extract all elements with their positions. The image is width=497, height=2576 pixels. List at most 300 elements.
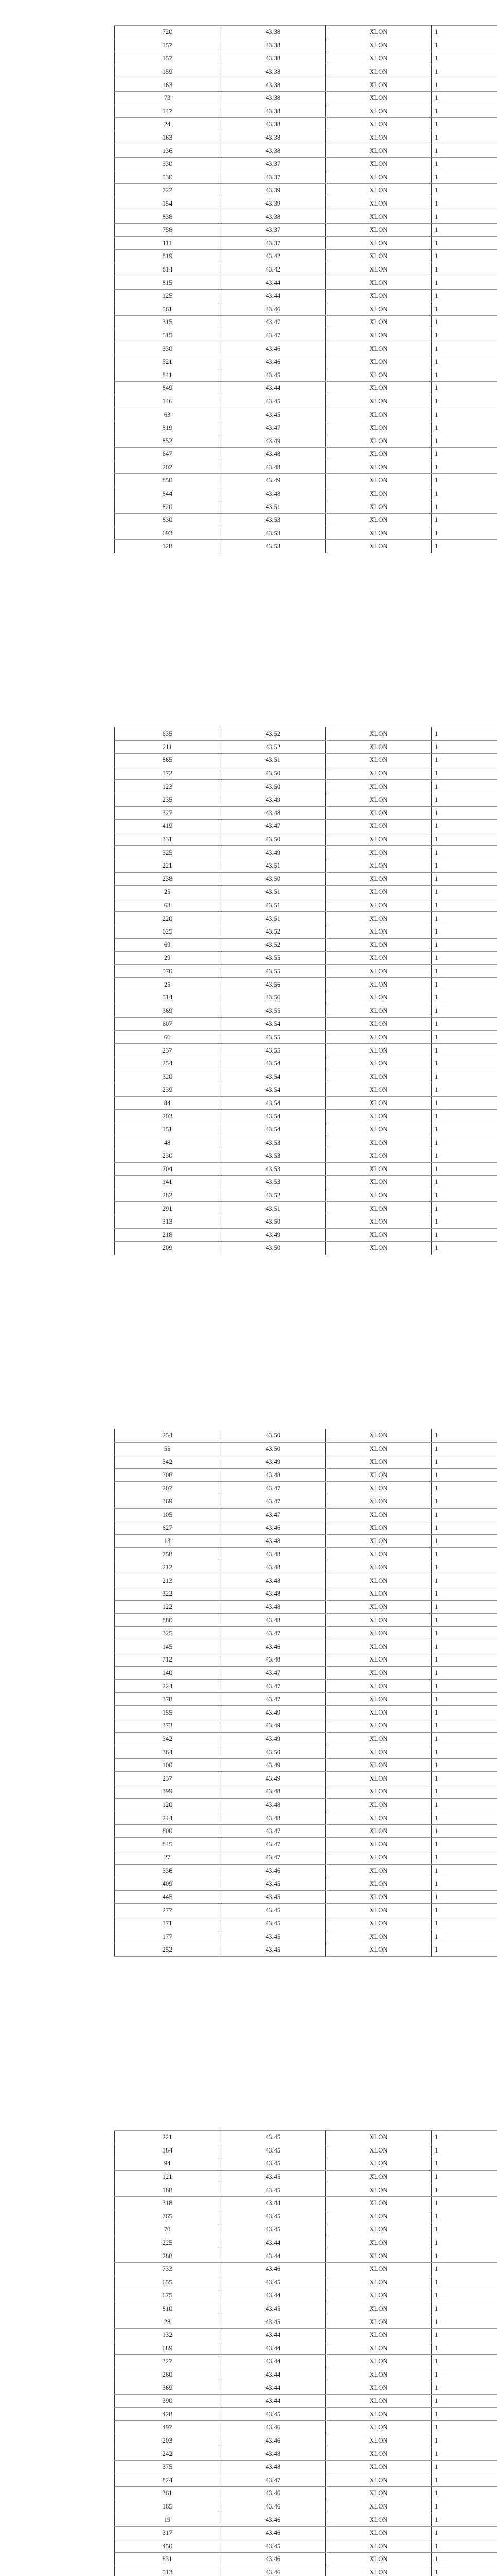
- venue-cell: XLON: [326, 767, 432, 780]
- price-cell: 43.45: [220, 1877, 326, 1891]
- volume-cell: 765: [115, 2210, 220, 2223]
- price-cell: 43.37: [220, 157, 326, 171]
- venue-cell: XLON: [326, 210, 432, 224]
- price-cell: 43.48: [220, 1798, 326, 1811]
- time-cell: 1: [432, 540, 497, 553]
- price-cell: 43.38: [220, 26, 326, 39]
- volume-cell: 320: [115, 1070, 220, 1083]
- time-cell: 1: [432, 1851, 497, 1865]
- volume-cell: 635: [115, 727, 220, 741]
- price-cell: 43.50: [220, 1215, 326, 1228]
- price-cell: 43.48: [220, 487, 326, 500]
- venue-cell: XLON: [326, 820, 432, 833]
- price-cell: 43.48: [220, 1811, 326, 1825]
- table-row: [115, 52, 497, 65]
- time-cell: 1: [432, 1228, 497, 1242]
- venue-cell: XLON: [326, 421, 432, 434]
- price-cell: 43.50: [220, 1242, 326, 1255]
- table-row: [115, 767, 497, 780]
- venue-cell: XLON: [326, 1719, 432, 1733]
- price-cell: 43.55: [220, 952, 326, 965]
- price-cell: 43.49: [220, 846, 326, 859]
- venue-cell: XLON: [326, 1798, 432, 1811]
- table-row: [115, 527, 497, 540]
- time-cell: 1: [432, 1215, 497, 1228]
- venue-cell: XLON: [326, 2342, 432, 2355]
- table-row: [115, 2487, 497, 2500]
- venue-cell: XLON: [326, 2236, 432, 2249]
- time-cell: 1: [432, 1666, 497, 1680]
- price-cell: 43.47: [220, 1851, 326, 1865]
- venue-cell: XLON: [326, 2131, 432, 2144]
- volume-cell: 111: [115, 236, 220, 250]
- table-row: [115, 1228, 497, 1242]
- time-cell: 1: [432, 1838, 497, 1851]
- table-row: [115, 740, 497, 754]
- time-cell: 1: [432, 1123, 497, 1136]
- venue-cell: XLON: [326, 302, 432, 316]
- time-cell: 1: [432, 859, 497, 872]
- time-cell: 1: [432, 740, 497, 754]
- time-cell: 1: [432, 1758, 497, 1772]
- table-row: [115, 474, 497, 487]
- volume-cell: 252: [115, 1943, 220, 1957]
- price-cell: 43.49: [220, 1772, 326, 1785]
- venue-cell: XLON: [326, 1495, 432, 1508]
- volume-cell: 720: [115, 26, 220, 39]
- volume-cell: 136: [115, 144, 220, 158]
- time-cell: 1: [432, 1640, 497, 1653]
- table-row: [115, 1083, 497, 1097]
- time-cell: 1: [432, 1442, 497, 1455]
- venue-cell: XLON: [326, 316, 432, 329]
- price-cell: 43.53: [220, 527, 326, 540]
- volume-cell: 445: [115, 1890, 220, 1904]
- time-cell: 1: [432, 1455, 497, 1469]
- venue-cell: XLON: [326, 991, 432, 1004]
- price-cell: 43.50: [220, 1429, 326, 1443]
- time-cell: 1: [432, 872, 497, 886]
- price-cell: 43.54: [220, 1018, 326, 1031]
- price-cell: 43.45: [220, 2131, 326, 2144]
- time-cell: 1: [432, 1706, 497, 1719]
- time-cell: 1: [432, 355, 497, 368]
- volume-cell: 513: [115, 2566, 220, 2576]
- time-cell: 1: [432, 2381, 497, 2395]
- venue-cell: XLON: [326, 1176, 432, 1189]
- venue-cell: XLON: [326, 223, 432, 236]
- time-cell: 1: [432, 727, 497, 741]
- volume-cell: 177: [115, 1930, 220, 1943]
- time-cell: 1: [432, 2170, 497, 2183]
- time-cell: 1: [432, 342, 497, 355]
- price-cell: 43.47: [220, 421, 326, 434]
- price-cell: 43.48: [220, 461, 326, 474]
- time-cell: 1: [432, 2315, 497, 2329]
- table-row: [115, 833, 497, 846]
- table-row: [115, 964, 497, 978]
- time-cell: 1: [432, 434, 497, 448]
- trade-table-4: [114, 2130, 497, 2576]
- table-row: [115, 1495, 497, 1508]
- price-cell: 43.44: [220, 2289, 326, 2302]
- table-row: [115, 302, 497, 316]
- volume-cell: 140: [115, 1666, 220, 1680]
- table-row: [115, 197, 497, 210]
- price-cell: 43.50: [220, 780, 326, 793]
- volume-cell: 369: [115, 2381, 220, 2395]
- time-cell: 1: [432, 2262, 497, 2276]
- price-cell: 43.51: [220, 912, 326, 925]
- table-row: [115, 329, 497, 342]
- time-cell: 1: [432, 767, 497, 780]
- price-cell: 43.38: [220, 52, 326, 65]
- table-row: [115, 1851, 497, 1865]
- venue-cell: XLON: [326, 1548, 432, 1561]
- venue-cell: XLON: [326, 540, 432, 553]
- time-cell: 1: [432, 408, 497, 421]
- price-cell: 43.53: [220, 513, 326, 527]
- table-row: [115, 1096, 497, 1110]
- volume-cell: 880: [115, 1614, 220, 1627]
- time-cell: 1: [432, 1904, 497, 1917]
- volume-cell: 105: [115, 1508, 220, 1521]
- time-cell: 1: [432, 1785, 497, 1799]
- table-row: [115, 513, 497, 527]
- table-row: [115, 26, 497, 39]
- venue-cell: XLON: [326, 118, 432, 131]
- table-row: [115, 1943, 497, 1957]
- volume-cell: 675: [115, 2289, 220, 2302]
- table-row: [115, 2460, 497, 2473]
- venue-cell: XLON: [326, 355, 432, 368]
- volume-cell: 244: [115, 1811, 220, 1825]
- time-cell: 1: [432, 833, 497, 846]
- price-cell: 43.50: [220, 767, 326, 780]
- price-cell: 43.47: [220, 1666, 326, 1680]
- venue-cell: XLON: [326, 2460, 432, 2473]
- volume-cell: 814: [115, 263, 220, 276]
- venue-cell: XLON: [326, 1521, 432, 1535]
- venue-cell: XLON: [326, 793, 432, 806]
- price-cell: 43.49: [220, 1228, 326, 1242]
- price-cell: 43.49: [220, 1732, 326, 1745]
- time-cell: 1: [432, 131, 497, 144]
- trade-table-3: [114, 1429, 497, 1957]
- volume-cell: 218: [115, 1228, 220, 1242]
- table-row: [115, 2131, 497, 2144]
- table-row: [115, 434, 497, 448]
- volume-cell: 157: [115, 39, 220, 52]
- table-row: [115, 2196, 497, 2210]
- venue-cell: XLON: [326, 1030, 432, 1044]
- time-cell: 1: [432, 846, 497, 859]
- table-row: [115, 355, 497, 368]
- time-cell: 1: [432, 1600, 497, 1614]
- table-row: [115, 2473, 497, 2487]
- time-cell: 1: [432, 1004, 497, 1018]
- venue-cell: XLON: [326, 740, 432, 754]
- table-row: [115, 2500, 497, 2513]
- table-row: [115, 2170, 497, 2183]
- venue-cell: XLON: [326, 727, 432, 741]
- volume-cell: 277: [115, 1904, 220, 1917]
- table-row: [115, 727, 497, 741]
- time-cell: 1: [432, 938, 497, 952]
- time-cell: 1: [432, 2566, 497, 2576]
- time-cell: 1: [432, 1189, 497, 1202]
- volume-cell: 221: [115, 859, 220, 872]
- time-cell: 1: [432, 780, 497, 793]
- price-cell: 43.53: [220, 1176, 326, 1189]
- volume-cell: 409: [115, 1877, 220, 1891]
- table-row: [115, 2302, 497, 2315]
- table-row: [115, 2513, 497, 2527]
- table-row: [115, 144, 497, 158]
- trade-table-body: [115, 727, 497, 1255]
- price-cell: 43.47: [220, 329, 326, 342]
- volume-cell: 313: [115, 1215, 220, 1228]
- venue-cell: XLON: [326, 2355, 432, 2368]
- venue-cell: XLON: [326, 1732, 432, 1745]
- price-cell: 43.45: [220, 2315, 326, 2329]
- volume-cell: 758: [115, 223, 220, 236]
- price-cell: 43.48: [220, 1574, 326, 1587]
- time-cell: 1: [432, 1176, 497, 1189]
- time-cell: 1: [432, 1614, 497, 1627]
- time-cell: 1: [432, 1548, 497, 1561]
- time-cell: 1: [432, 1468, 497, 1482]
- table-row: [115, 1429, 497, 1443]
- price-cell: 43.51: [220, 886, 326, 899]
- price-cell: 43.45: [220, 2210, 326, 2223]
- time-cell: 1: [432, 1943, 497, 1957]
- volume-cell: 315: [115, 316, 220, 329]
- volume-cell: 25: [115, 978, 220, 991]
- time-cell: 1: [432, 223, 497, 236]
- price-cell: 43.38: [220, 210, 326, 224]
- price-cell: 43.52: [220, 1189, 326, 1202]
- price-cell: 43.48: [220, 2447, 326, 2461]
- price-cell: 43.46: [220, 2513, 326, 2527]
- venue-cell: XLON: [326, 2513, 432, 2527]
- time-cell: 1: [432, 2421, 497, 2434]
- time-cell: 1: [432, 806, 497, 820]
- volume-cell: 212: [115, 1561, 220, 1574]
- venue-cell: XLON: [326, 1189, 432, 1202]
- venue-cell: XLON: [326, 938, 432, 952]
- price-cell: 43.45: [220, 2302, 326, 2315]
- price-cell: 43.46: [220, 302, 326, 316]
- volume-cell: 260: [115, 2368, 220, 2381]
- table-row: [115, 1482, 497, 1495]
- table-row: [115, 978, 497, 991]
- table-row: [115, 1574, 497, 1587]
- venue-cell: XLON: [326, 1018, 432, 1031]
- time-cell: 1: [432, 1692, 497, 1706]
- table-row: [115, 1455, 497, 1469]
- volume-cell: 202: [115, 461, 220, 474]
- price-cell: 43.48: [220, 1534, 326, 1548]
- price-cell: 43.38: [220, 105, 326, 118]
- price-cell: 43.44: [220, 2342, 326, 2355]
- table-row: [115, 171, 497, 184]
- table-row: [115, 2183, 497, 2197]
- time-cell: 1: [432, 1242, 497, 1255]
- time-cell: 1: [432, 1044, 497, 1057]
- volume-cell: 24: [115, 118, 220, 131]
- time-cell: 1: [432, 991, 497, 1004]
- venue-cell: XLON: [326, 1215, 432, 1228]
- table-row: [115, 368, 497, 382]
- volume-cell: 327: [115, 2355, 220, 2368]
- time-cell: 1: [432, 1890, 497, 1904]
- table-row: [115, 250, 497, 263]
- table-row: [115, 1864, 497, 1877]
- venue-cell: XLON: [326, 448, 432, 461]
- time-cell: 1: [432, 105, 497, 118]
- volume-cell: 188: [115, 2183, 220, 2197]
- venue-cell: XLON: [326, 2487, 432, 2500]
- time-cell: 1: [432, 2223, 497, 2236]
- trade-table-1: [114, 25, 497, 553]
- volume-cell: 325: [115, 846, 220, 859]
- price-cell: 43.45: [220, 1890, 326, 1904]
- price-cell: 43.53: [220, 1136, 326, 1149]
- price-cell: 43.48: [220, 806, 326, 820]
- price-cell: 43.50: [220, 1745, 326, 1759]
- price-cell: 43.50: [220, 872, 326, 886]
- table-row: [115, 1561, 497, 1574]
- volume-cell: 225: [115, 2236, 220, 2249]
- venue-cell: XLON: [326, 2210, 432, 2223]
- venue-cell: XLON: [326, 91, 432, 105]
- table-row: [115, 1600, 497, 1614]
- venue-cell: XLON: [326, 1692, 432, 1706]
- price-cell: 43.45: [220, 2276, 326, 2289]
- venue-cell: XLON: [326, 2566, 432, 2576]
- price-cell: 43.48: [220, 448, 326, 461]
- table-row: [115, 289, 497, 302]
- time-cell: 1: [432, 329, 497, 342]
- volume-cell: 121: [115, 2170, 220, 2183]
- time-cell: 1: [432, 1917, 497, 1930]
- time-cell: 1: [432, 1574, 497, 1587]
- table-row: [115, 1653, 497, 1667]
- time-cell: 1: [432, 1824, 497, 1838]
- table-row: [115, 2355, 497, 2368]
- table-row: [115, 938, 497, 952]
- table-row: [115, 2157, 497, 2171]
- price-cell: 43.52: [220, 740, 326, 754]
- volume-cell: 165: [115, 2500, 220, 2513]
- table-row: [115, 1626, 497, 1640]
- venue-cell: XLON: [326, 1811, 432, 1825]
- venue-cell: XLON: [326, 1468, 432, 1482]
- volume-cell: 330: [115, 342, 220, 355]
- time-cell: 1: [432, 197, 497, 210]
- venue-cell: XLON: [326, 342, 432, 355]
- volume-cell: 70: [115, 2223, 220, 2236]
- table-row: [115, 793, 497, 806]
- venue-cell: XLON: [326, 2276, 432, 2289]
- venue-cell: XLON: [326, 1772, 432, 1785]
- price-cell: 43.47: [220, 1838, 326, 1851]
- venue-cell: XLON: [326, 1838, 432, 1851]
- time-cell: 1: [432, 1653, 497, 1667]
- table-row: [115, 1176, 497, 1189]
- table-row: [115, 754, 497, 767]
- venue-cell: XLON: [326, 263, 432, 276]
- time-cell: 1: [432, 2473, 497, 2487]
- venue-cell: XLON: [326, 1508, 432, 1521]
- time-cell: 1: [432, 1070, 497, 1083]
- table-row: [115, 1136, 497, 1149]
- price-cell: 43.45: [220, 395, 326, 408]
- volume-cell: 361: [115, 2487, 220, 2500]
- price-cell: 43.45: [220, 2157, 326, 2171]
- time-cell: 1: [432, 1811, 497, 1825]
- time-cell: 1: [432, 316, 497, 329]
- volume-cell: 230: [115, 1149, 220, 1163]
- price-cell: 43.51: [220, 500, 326, 514]
- table-row: [115, 2315, 497, 2329]
- price-cell: 43.38: [220, 65, 326, 78]
- time-cell: 1: [432, 925, 497, 938]
- trade-table-body: [115, 1429, 497, 1957]
- time-cell: 1: [432, 52, 497, 65]
- table-row: [115, 105, 497, 118]
- time-cell: 1: [432, 1018, 497, 1031]
- time-cell: 1: [432, 1429, 497, 1443]
- venue-cell: XLON: [326, 408, 432, 421]
- table-row: [115, 1149, 497, 1163]
- table-row: [115, 1785, 497, 1799]
- venue-cell: XLON: [326, 1455, 432, 1469]
- table-row: [115, 1242, 497, 1255]
- price-cell: 43.44: [220, 2236, 326, 2249]
- price-cell: 43.47: [220, 1508, 326, 1521]
- volume-cell: 141: [115, 1176, 220, 1189]
- venue-cell: XLON: [326, 1904, 432, 1917]
- venue-cell: XLON: [326, 1429, 432, 1443]
- venue-cell: XLON: [326, 886, 432, 899]
- price-cell: 43.54: [220, 1083, 326, 1097]
- venue-cell: XLON: [326, 144, 432, 158]
- volume-cell: 157: [115, 52, 220, 65]
- time-cell: 1: [432, 912, 497, 925]
- volume-cell: 712: [115, 1653, 220, 1667]
- time-cell: 1: [432, 1508, 497, 1521]
- venue-cell: XLON: [326, 1070, 432, 1083]
- volume-cell: 308: [115, 1468, 220, 1482]
- table-row: [115, 1534, 497, 1548]
- venue-cell: XLON: [326, 1561, 432, 1574]
- time-cell: 1: [432, 2355, 497, 2368]
- price-cell: 43.46: [220, 2262, 326, 2276]
- table-row: [115, 2144, 497, 2157]
- price-cell: 43.53: [220, 1162, 326, 1176]
- price-cell: 43.44: [220, 2381, 326, 2395]
- time-cell: 1: [432, 26, 497, 39]
- volume-cell: 163: [115, 78, 220, 92]
- table-row: [115, 2566, 497, 2576]
- venue-cell: XLON: [326, 65, 432, 78]
- price-cell: 43.47: [220, 1482, 326, 1495]
- time-cell: 1: [432, 236, 497, 250]
- volume-cell: 237: [115, 1044, 220, 1057]
- volume-cell: 758: [115, 1548, 220, 1561]
